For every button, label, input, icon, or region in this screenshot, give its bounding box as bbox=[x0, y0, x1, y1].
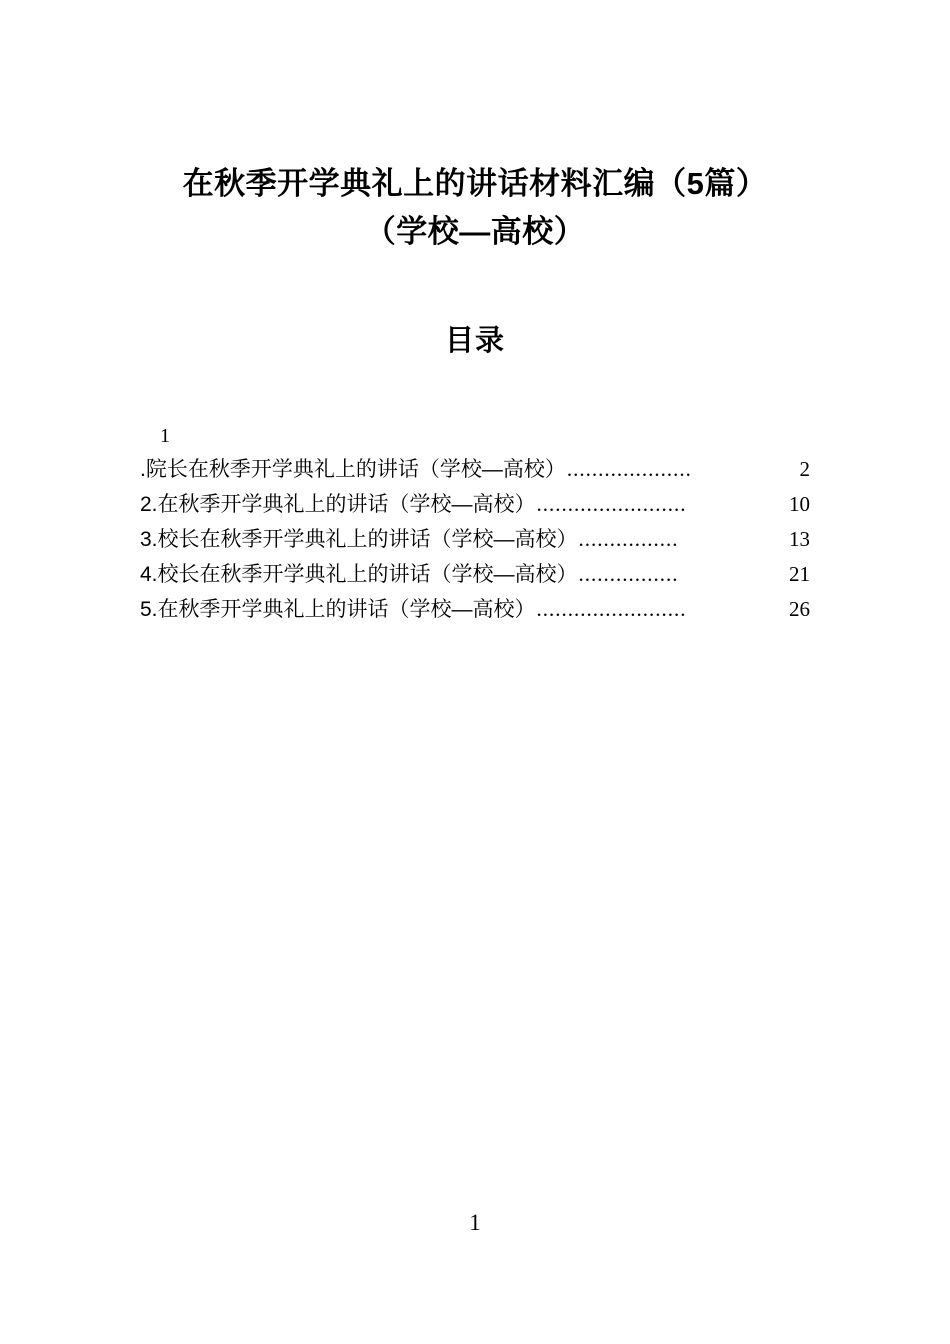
toc-entry-page: 21 bbox=[789, 562, 810, 587]
toc-entry-page: 26 bbox=[789, 597, 810, 622]
page-title bbox=[140, 0, 810, 256]
toc-entry-page: 10 bbox=[789, 492, 810, 517]
table-of-contents bbox=[140, 421, 810, 627]
toc-entry-leader: ........................ bbox=[536, 492, 687, 517]
toc-entry-label: 4.校长在秋季开学典礼上的讲话（学校—高校） bbox=[140, 563, 578, 587]
toc-entry-label: 3.校长在秋季开学典礼上的讲话（学校—高校） bbox=[140, 528, 578, 552]
toc-entry-page: 13 bbox=[789, 527, 810, 552]
toc-entry[interactable] bbox=[140, 452, 810, 487]
toc-entry[interactable] bbox=[140, 522, 810, 557]
toc-entry-label: 5.在秋季开学典礼上的讲话（学校—高校） bbox=[140, 598, 536, 622]
toc-entry-leader: .................... bbox=[566, 457, 692, 482]
toc-entry-label: 2.在秋季开学典礼上的讲话（学校—高校） bbox=[140, 493, 536, 517]
toc-entry-leader: ................ bbox=[578, 527, 679, 552]
toc-entry-page: 2 bbox=[799, 457, 810, 482]
toc-entry[interactable] bbox=[140, 487, 810, 522]
toc-entry[interactable] bbox=[140, 592, 810, 627]
toc-entry-label: .院长在秋季开学典礼上的讲话（学校—高校） bbox=[140, 458, 566, 482]
toc-entry-leader: ........................ bbox=[536, 597, 687, 622]
toc-entry[interactable] bbox=[140, 557, 810, 592]
title-line-1: 在秋季开学典礼上的讲话材料汇编（5篇） bbox=[182, 166, 768, 201]
title-line-2: （学校—高校） bbox=[364, 214, 586, 250]
toc-entry-leader: ................ bbox=[578, 562, 679, 587]
toc-heading: 目录 bbox=[444, 325, 505, 358]
page-footer-number: 1 bbox=[469, 1210, 481, 1235]
toc-first-entry-number: 1 bbox=[160, 425, 170, 448]
